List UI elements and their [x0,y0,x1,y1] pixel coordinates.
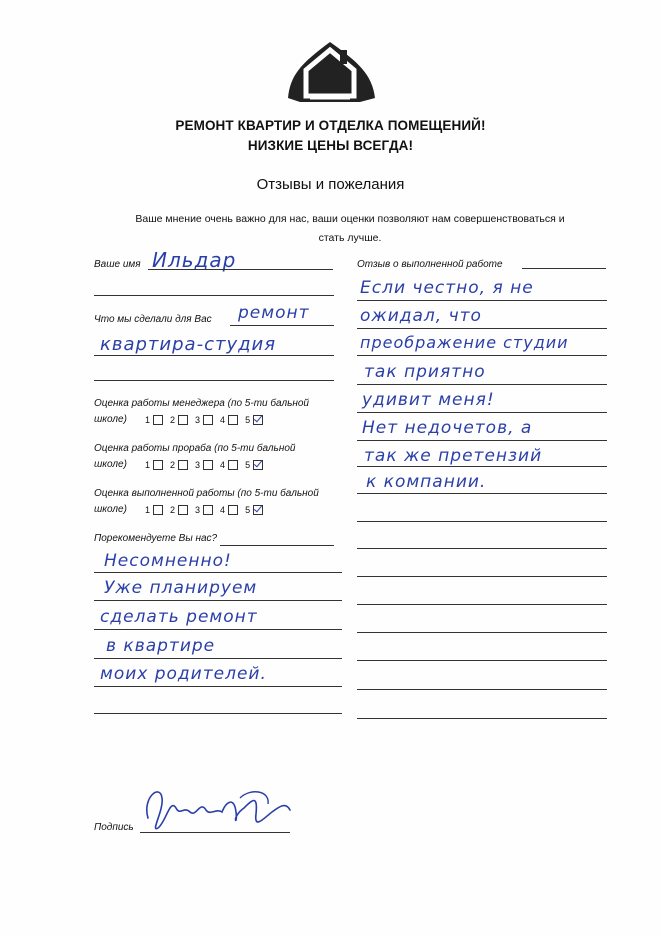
foreman-rating-option-2[interactable] [170,460,188,470]
rating-checkbox[interactable] [203,505,213,515]
review-text-7: так же претензий [364,446,543,466]
review-line-14 [357,660,607,661]
review-text-2: ожидал, что [360,306,482,326]
house-brick-logo-icon [280,36,380,106]
foreman-rating-option-5[interactable] [245,460,263,470]
rating-option-number: 4 [220,415,226,425]
review-line-13 [357,632,607,633]
recommend-line-4 [94,658,342,659]
review-line-4 [357,384,607,385]
result-rating [145,505,270,515]
recommend-line-5 [94,686,342,687]
rating-option-number: 5 [245,460,251,470]
rating-option-number: 3 [195,460,201,470]
form-intro-line-1: Ваше мнение очень важно для нас, ваши оценки позволяют нам совершенствоваться и [135,213,565,225]
review-line-5 [357,412,607,413]
manager-rating-option-4[interactable] [220,415,238,425]
review-line-7 [357,466,607,467]
rating-checkbox[interactable] [228,505,238,515]
review-label: Отзыв о выполненной работе [357,259,503,270]
rating-option-number: 5 [245,505,251,515]
review-text-1: Если честно, я не [360,278,534,298]
name-value: Ильдар [152,248,237,272]
review-line-3 [357,355,607,356]
review-text-6: Нет недочетов, а [362,418,533,438]
rating-checkbox[interactable] [178,415,188,425]
manager-rating-option-3[interactable] [195,415,213,425]
rating-option-number: 1 [145,415,151,425]
rating-option-number: 4 [220,460,226,470]
review-line-16 [357,718,607,719]
review-line-10 [357,548,607,549]
review-line-11 [357,576,607,577]
rating-option-number: 1 [145,505,151,515]
foreman-rating-option-1[interactable] [145,460,163,470]
rating-option-number: 4 [220,505,226,515]
rating-checkbox[interactable] [153,460,163,470]
review-text-8: к компании. [366,472,487,492]
review-text-3: преображение студии [360,333,569,352]
form-intro [110,210,590,248]
work-value-2: квартира-студия [100,334,277,355]
work-line-2 [94,355,334,356]
review-text-5: удивит меня! [362,390,495,410]
foreman-rating [145,460,270,470]
rating-checkbox[interactable] [203,460,213,470]
handwritten-signature [140,778,305,838]
foreman-rating-label-1: Оценка работы прораба (по 5-ти бальной [94,443,296,454]
review-line-12 [357,604,607,605]
name-label: Ваше имя [94,259,141,270]
manager-rating-option-2[interactable] [170,415,188,425]
review-line-9 [357,521,607,522]
rating-checkbox[interactable] [178,505,188,515]
foreman-rating-label-2: школе) [94,459,127,470]
recommend-text-3: сделать ремонт [100,607,258,627]
recommend-text-2: Уже планируем [104,578,258,598]
review-line-6 [357,440,607,441]
rating-checkbox[interactable] [228,415,238,425]
rating-option-number: 2 [170,460,176,470]
rating-checkbox[interactable] [153,415,163,425]
rating-option-number: 3 [195,505,201,515]
recommend-line-0 [220,545,334,546]
rating-checkbox[interactable] [228,460,238,470]
rating-checkbox[interactable] [153,505,163,515]
recommend-line-6 [94,713,342,714]
recommend-text-1: Несомненно! [104,551,232,571]
manager-rating-label-2: школе) [94,414,127,425]
rating-option-number: 2 [170,415,176,425]
signature-label: Подпись [94,822,134,833]
result-rating-option-3[interactable] [195,505,213,515]
result-rating-option-5[interactable] [245,505,263,515]
manager-rating-option-1[interactable] [145,415,163,425]
rating-checkbox[interactable] [178,460,188,470]
rating-option-number: 5 [245,415,251,425]
rating-option-number: 1 [145,460,151,470]
rating-checkbox[interactable] [253,505,263,515]
work-label: Что мы сделали для Вас [94,314,212,325]
review-line-2 [357,328,607,329]
recommend-text-4: в квартире [106,636,216,656]
review-text-4: так приятно [364,362,486,382]
review-line-1 [357,300,607,301]
recommend-line-1 [94,572,342,573]
foreman-rating-option-3[interactable] [195,460,213,470]
work-line-3 [94,380,334,381]
result-rating-label-1: Оценка выполненной работы (по 5-ти бальной [94,488,319,499]
review-line-15 [357,689,607,690]
recommend-line-3 [94,629,342,630]
rating-checkbox[interactable] [253,460,263,470]
foreman-rating-option-4[interactable] [220,460,238,470]
work-line-1 [230,325,334,326]
recommend-label: Порекомендуете Вы нас? [94,533,218,544]
manager-rating-label-1: Оценка работы менеджера (по 5-ти бальной [94,398,309,409]
manager-rating [145,415,270,425]
headline-line-1: РЕМОНТ КВАРТИР И ОТДЕЛКА ПОМЕЩЕНИЙ! [175,118,486,133]
recommend-line-2 [94,600,342,601]
result-rating-label-2: школе) [94,504,127,515]
review-line-8 [357,493,607,494]
result-rating-option-4[interactable] [220,505,238,515]
name-line [148,269,333,270]
blank-line [94,295,334,296]
rating-option-number: 2 [170,505,176,515]
rating-checkbox[interactable] [203,415,213,425]
headline-line-2: НИЗКИЕ ЦЕНЫ ВСЕГДА! [247,138,414,153]
recommend-text-5: моих родителей. [100,664,267,684]
form-intro-line-2: стать лучше. [318,232,382,244]
result-rating-option-2[interactable] [170,505,188,515]
review-line-0 [522,268,606,269]
rating-checkbox[interactable] [253,415,263,425]
manager-rating-option-5[interactable] [245,415,263,425]
result-rating-option-1[interactable] [145,505,163,515]
work-value-1: ремонт [238,303,310,323]
rating-option-number: 3 [195,415,201,425]
form-title: Отзывы и пожелания [256,176,405,193]
